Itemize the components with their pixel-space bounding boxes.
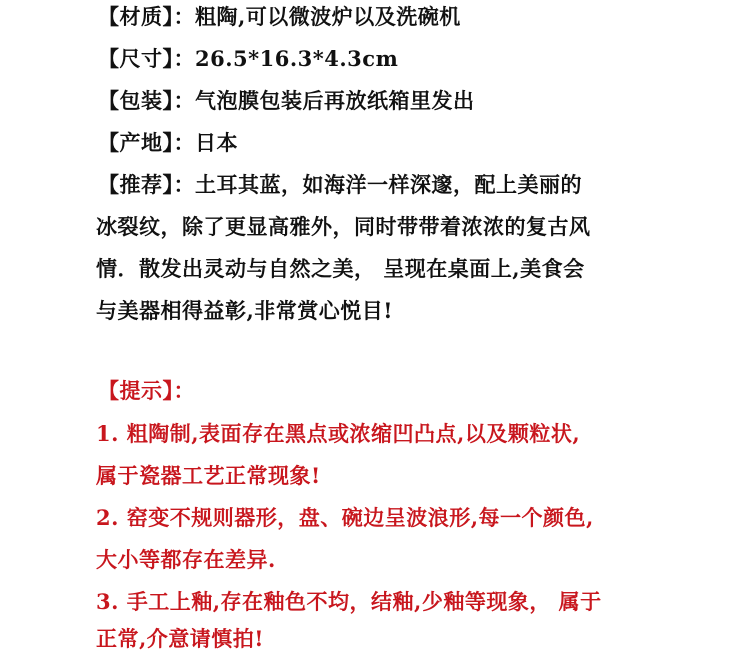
spec-size-value: 26.5*16.3*4.3cm [195, 46, 399, 71]
spec-material-label: 【材质】： [98, 4, 195, 29]
recommend-label: 【推荐】： [98, 172, 195, 197]
tips-line-3 [96, 497, 594, 539]
recommend-line-4 [96, 290, 393, 332]
tips-title [98, 370, 195, 412]
tips-text-6: 正常,介意请慎拍! [96, 626, 265, 651]
tips-title-text: 【提示】： [98, 378, 195, 403]
tips-text-5: 3. 手工上釉,存在釉色不均，结釉,少釉等现象， 属于 [96, 589, 602, 614]
tips-line-6 [96, 618, 264, 660]
spec-size [98, 38, 398, 80]
recommend-text-1: 土耳其蓝，如海洋一样深邃，配上美丽的 [195, 172, 582, 197]
recommend-text-2: 冰裂纹，除了更显高雅外，同时带带着浓浓的复古风 [96, 214, 591, 239]
recommend-line-3 [96, 248, 585, 290]
recommend-line-2 [96, 206, 591, 248]
tips-text-2: 属于瓷器工艺正常现象! [96, 463, 321, 488]
tips-line-5 [96, 581, 602, 623]
tips-line-2 [96, 455, 321, 497]
tips-text-1: 1. 粗陶制,表面存在黑点或浓缩凹凸点,以及颗粒状, [96, 421, 581, 446]
spec-origin-value: 日本 [195, 130, 238, 155]
tips-line-4 [96, 539, 276, 581]
spec-packaging [98, 80, 475, 122]
tips-line-1 [96, 413, 580, 455]
spec-size-label: 【尺寸】： [98, 46, 195, 71]
tips-text-3: 2. 窑变不规则器形，盘、碗边呈波浪形,每一个颜色, [96, 505, 594, 530]
recommend-text-4: 与美器相得益彰,非常赏心悦目! [96, 298, 394, 323]
spec-origin [98, 122, 238, 164]
spec-material [98, 0, 461, 38]
spec-material-value: 粗陶,可以微波炉以及洗碗机 [195, 4, 461, 29]
spec-packaging-value: 气泡膜包装后再放纸箱里发出 [195, 88, 475, 113]
recommend-text-3: 情．散发出灵动与自然之美， 呈现在桌面上,美食会 [96, 256, 585, 281]
spec-packaging-label: 【包装】： [98, 88, 195, 113]
recommend-line-1 [98, 164, 582, 206]
spec-origin-label: 【产地】： [98, 130, 195, 155]
tips-text-4: 大小等都存在差异. [96, 547, 276, 572]
